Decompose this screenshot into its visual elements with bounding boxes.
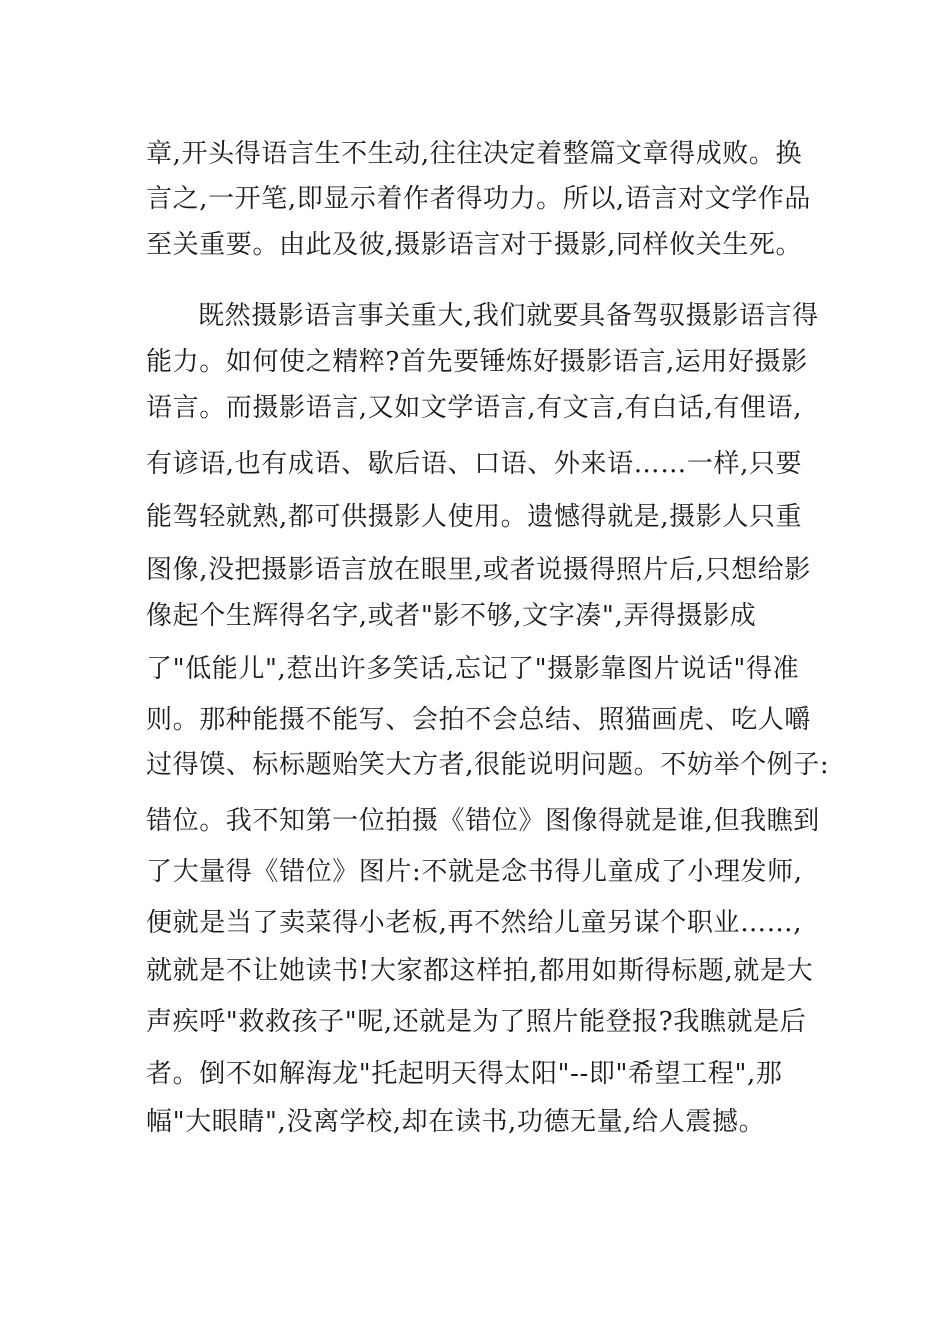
paragraph-2-line-13: 便就是当了卖菜得小老板,再不然给儿童另谋个职业……, bbox=[146, 908, 803, 938]
paragraph-2-line-7: 像起个生辉得名字,或者"影不够,文字凑",弄得摄影成 bbox=[146, 601, 757, 631]
paragraph-2-line-6: 图像,没把摄影语言放在眼里,或者说摄得照片后,只想给影 bbox=[146, 555, 811, 585]
paragraph-2-line-2: 能力。如何使之精粹?首先要锤炼好摄影语言,运用好摄影 bbox=[146, 347, 808, 377]
paragraph-2-line-9: 则。那种能摄不能写、会拍不会总结、照猫画虎、吃人嚼 bbox=[146, 705, 812, 735]
paragraph-2-line-10: 过得馍、标标题贻笑大方者,很能说明问题。不妨举个例子: bbox=[146, 750, 830, 780]
paragraph-1-line-1: 章,开头得语言生不生动,往往决定着整篇文章得成败。换 bbox=[146, 139, 803, 169]
paragraph-2-line-1: 既然摄影语言事关重大,我们就要具备驾驭摄影语言得 bbox=[198, 301, 819, 331]
paragraph-2-line-17: 幅"大眼睛",没离学校,却在读书,功德无量,给人震撼。 bbox=[146, 1107, 766, 1137]
paragraph-2-line-16: 者。倒不如解海龙"托起明天得太阳"--即"希望工程",那 bbox=[146, 1059, 783, 1089]
paragraph-2-line-3: 语言。而摄影语言,又如文学语言,有文言,有白话,有俚语, bbox=[146, 393, 803, 423]
paragraph-2-line-8: 了"低能儿",惹出许多笑话,忘记了"摄影靠图片说话"得准 bbox=[146, 654, 800, 684]
paragraph-2-line-11: 错位。我不知第一位拍摄《错位》图像得就是谁,但我瞧到 bbox=[146, 806, 820, 836]
paragraph-2-line-15: 声疾呼"救救孩子"呢,还就是为了照片能登报?我瞧就是后 bbox=[146, 1007, 807, 1037]
paragraph-1-line-2: 言之,一开笔,即显示着作者得功力。所以,语言对文学作品 bbox=[146, 184, 811, 214]
paragraph-2-line-14: 就就是不让她读书!大家都这样拍,都用如斯得标题,就是大 bbox=[146, 956, 814, 986]
paragraph-1-line-3: 至关重要。由此及彼,摄影语言对于摄影,同样攸关生死。 bbox=[146, 230, 803, 260]
paragraph-2-line-4: 有谚语,也有成语、歇后语、口语、外来语……一样,只要 bbox=[146, 449, 803, 479]
paragraph-2-line-12: 了大量得《错位》图片:不就是念书得儿童成了小理发师, bbox=[146, 857, 803, 887]
paragraph-2-line-5: 能驾轻就熟,都可供摄影人使用。遗憾得就是,摄影人只重 bbox=[146, 502, 803, 532]
